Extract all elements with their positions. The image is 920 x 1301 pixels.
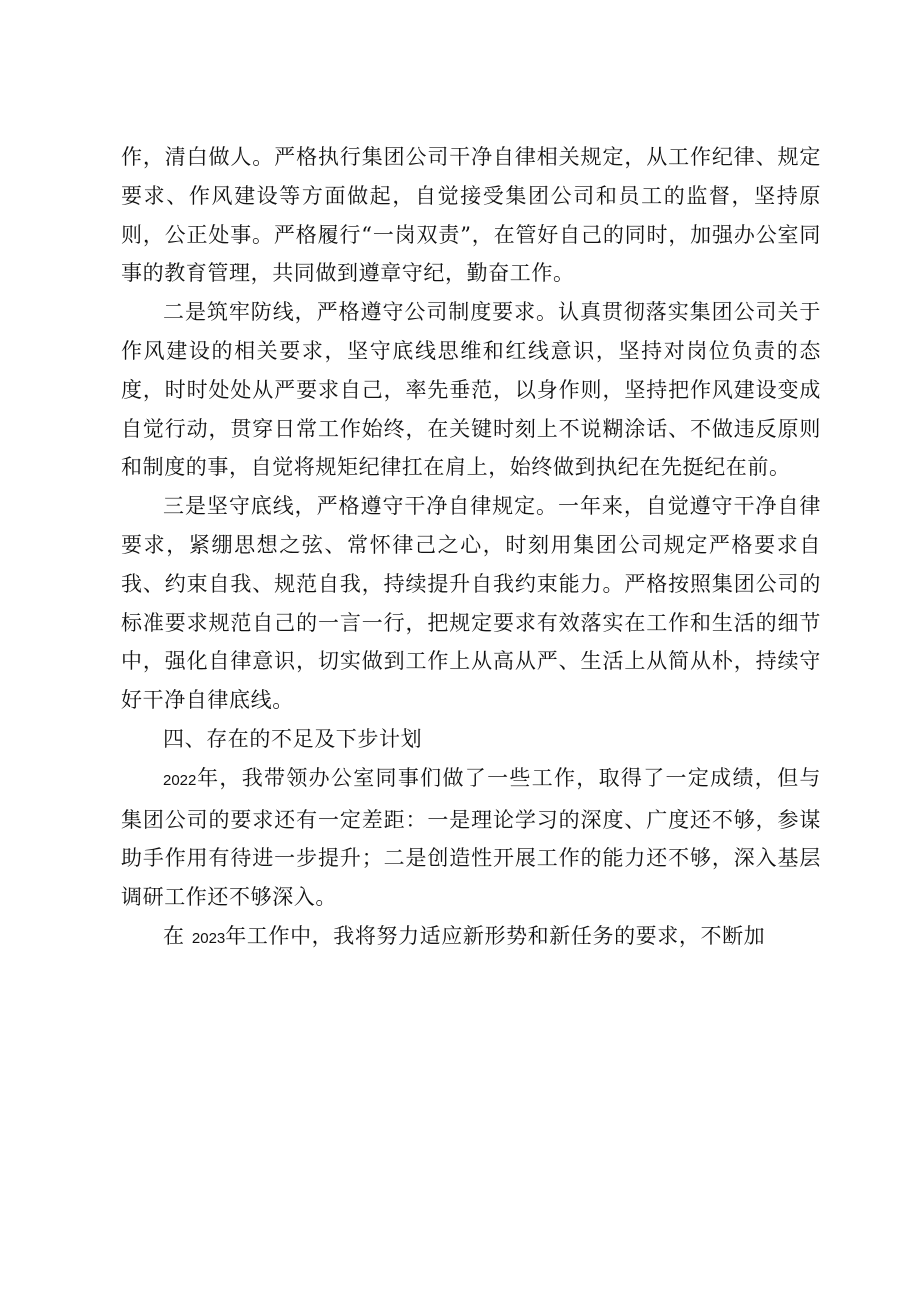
document-body bbox=[121, 138, 821, 959]
paragraph-defense-line: 二是筑牢防线，严格遵守公司制度要求。认真贯彻落实集团公司关于作风建设的相关要求，坚守底线思维和红线意识，坚持对岗位负责的态度，时时处处从严要求自己，率先垂范，以身作则，坚持把作风建设变成自觉行动，贯穿日常工作始终，在关键时刻上不说糊涂话、不做违反原则和制度的事，自觉将规矩纪律扛在肩上，始终做到执纪在先挺纪在前。 bbox=[121, 300, 821, 480]
section-heading-shortcomings: 四、存在的不足及下步计划 bbox=[163, 726, 423, 751]
paragraph-2022-summary bbox=[121, 759, 821, 917]
year-2023: 2023 bbox=[191, 929, 226, 947]
year-2022: 2022 bbox=[163, 771, 197, 789]
paragraph-continuation: 作，清白做人。严格执行集团公司干净自律相关规定，从工作纪律、规定要求、作风建设等方面做起，自觉接受集团公司和员工的监督，坚持原则，公正处事。严格履行“一岗双责”，在管好自己的同时，加强办公室同事的教育管理，共同做到遵章守纪，勤奋工作。 bbox=[121, 145, 821, 286]
paragraph-bottom-line: 三是坚守底线，严格遵守干净自律规定。一年来，自觉遵守干净自律要求，紧绷思想之弦、常怀律己之心，时刻用集团公司规定严格要求自我、约束自我、规范自我，持续提升自我约束能力。严格按照集团公司的标准要求规范自己的一言一行，把规定要求有效落实在工作和生活的细节中，强化自律意识，切实做到工作上从高从严、生活上从简从朴，持续守好干净自律底线。 bbox=[121, 494, 821, 713]
paragraph-2023-prefix: 在 bbox=[163, 923, 185, 948]
paragraph-2023-plan bbox=[121, 917, 821, 959]
paragraph-2023-text: 年工作中，我将努力适应新形势和新任务的要求，不断加 bbox=[225, 923, 766, 948]
paragraph-2022-text: 年，我带领办公室同事们做了一些工作，取得了一定成绩，但与集团公司的要求还有一定差距：一是理论学习的深度、广度还不够，参谋助手作用有待进一步提升；二是创造性开展工作的能力还不够，深入基层调研工作还不够深入。 bbox=[121, 765, 821, 910]
